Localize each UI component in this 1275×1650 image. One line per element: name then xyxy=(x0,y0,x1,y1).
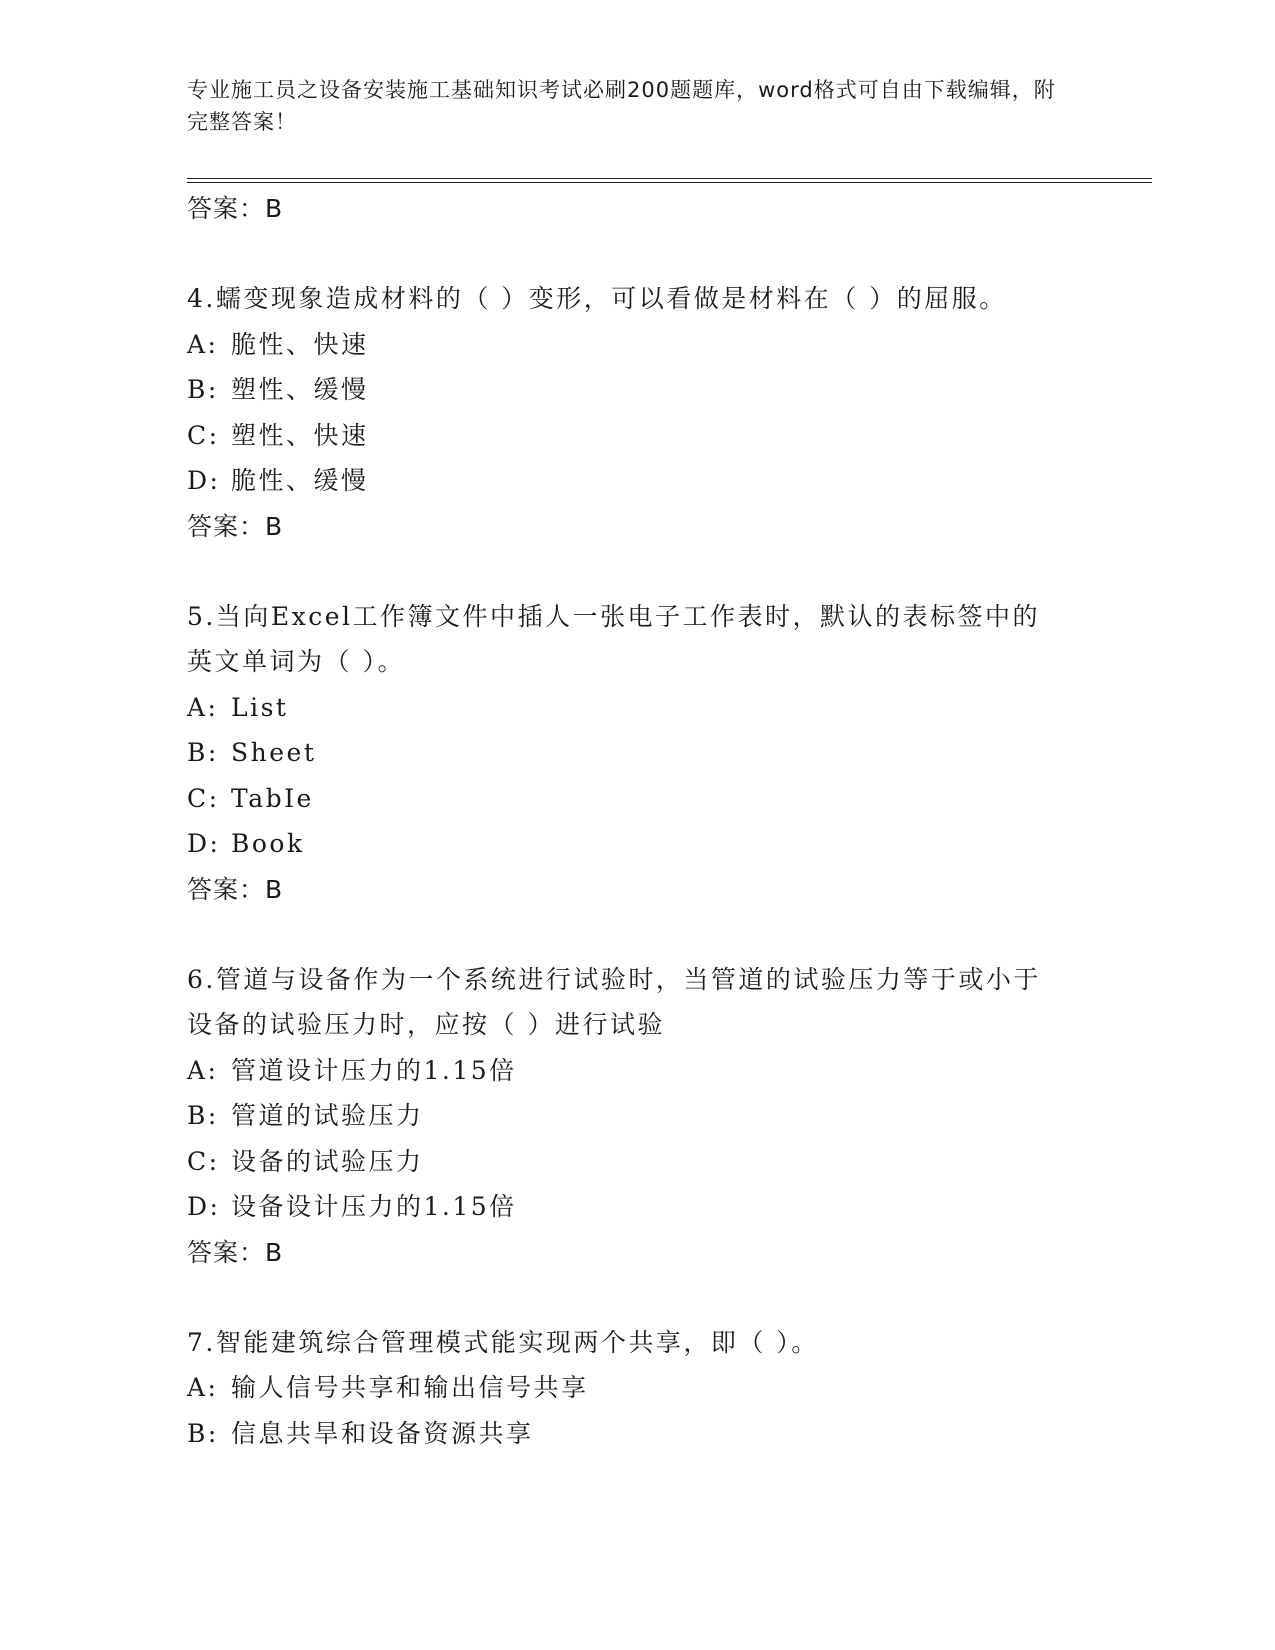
option-c xyxy=(187,1139,1067,1185)
answer-line: 答案：B xyxy=(187,1237,284,1267)
option-text: List xyxy=(231,692,289,722)
option-b xyxy=(187,1093,1067,1139)
option-label: C: xyxy=(187,420,220,450)
option-label: C: xyxy=(187,783,220,813)
option-a xyxy=(187,1365,1067,1411)
question-6 xyxy=(187,957,1067,1276)
option-label: A: xyxy=(187,1055,219,1085)
option-text: 脆性、快速 xyxy=(231,329,369,359)
option-d xyxy=(187,821,1067,867)
question-list xyxy=(187,186,1067,1456)
option-text: 脆性、缓慢 xyxy=(231,466,369,495)
option-text: 设备设计压力的1.15倍 xyxy=(231,1192,517,1221)
option-d xyxy=(187,458,1067,504)
option-label: A: xyxy=(187,1373,219,1402)
answer-line: 答案：B xyxy=(187,194,284,223)
option-c xyxy=(187,413,1067,459)
option-text: 塑性、快速 xyxy=(231,420,369,450)
option-text: 塑性、缓慢 xyxy=(231,375,369,404)
option-text: 输人信号共享和输出信号共享 xyxy=(231,1373,589,1402)
option-label: D: xyxy=(187,1192,221,1221)
option-a xyxy=(187,1048,1067,1094)
option-b xyxy=(187,730,1067,776)
option-text: 管道的试验压力 xyxy=(231,1101,424,1130)
answer-line: 答案：B xyxy=(187,874,284,904)
question-5 xyxy=(187,594,1067,913)
option-a xyxy=(187,685,1067,731)
option-label: A: xyxy=(187,329,219,359)
document-header: 专业施工员之设备安装施工基础知识考试必刷200题题库，word格式可自由下载编辑，附完整答案！ xyxy=(187,78,1056,134)
option-label: B: xyxy=(187,738,219,767)
answer-line: 答案：B xyxy=(187,511,284,541)
option-text: TabIe xyxy=(231,783,314,813)
question-stem: 6.管道与设备作为一个系统进行试验时，当管道的试验压力等于或小于设备的试验压力时，应按（ ）进行试验 xyxy=(187,964,1041,1039)
option-text: Sheet xyxy=(231,738,317,767)
question-4 xyxy=(187,276,1067,550)
option-text: 设备的试验压力 xyxy=(231,1146,424,1176)
option-c xyxy=(187,776,1067,822)
header-divider-line-2 xyxy=(187,182,1152,183)
header-divider-line xyxy=(187,178,1152,179)
option-label: A: xyxy=(187,692,219,722)
option-label: C: xyxy=(187,1146,220,1176)
option-a xyxy=(187,322,1067,368)
option-b xyxy=(187,367,1067,413)
option-text: 管道设计压力的1.15倍 xyxy=(231,1055,517,1085)
option-label: B: xyxy=(187,375,219,404)
option-b xyxy=(187,1411,1067,1457)
option-label: D: xyxy=(187,466,221,495)
option-text: 信息共旱和设备资源共享 xyxy=(231,1418,534,1448)
question-7 xyxy=(187,1320,1067,1457)
option-text: Book xyxy=(231,829,305,858)
option-label: B: xyxy=(187,1101,219,1130)
question-stem: 4.蠕变现象造成材料的（ ）变形，可以看做是材料在（ ）的屈服。 xyxy=(187,284,1007,313)
option-label: B: xyxy=(187,1418,219,1448)
option-d xyxy=(187,1184,1067,1230)
question-stem: 5.当向Excel工作簿文件中插人一张电子工作表时，默认的表标签中的英文单词为（ ）。 xyxy=(187,601,1040,676)
option-label: D: xyxy=(187,829,221,858)
question-stem: 7.智能建筑综合管理模式能实现两个共享，即（ ）。 xyxy=(187,1327,819,1357)
